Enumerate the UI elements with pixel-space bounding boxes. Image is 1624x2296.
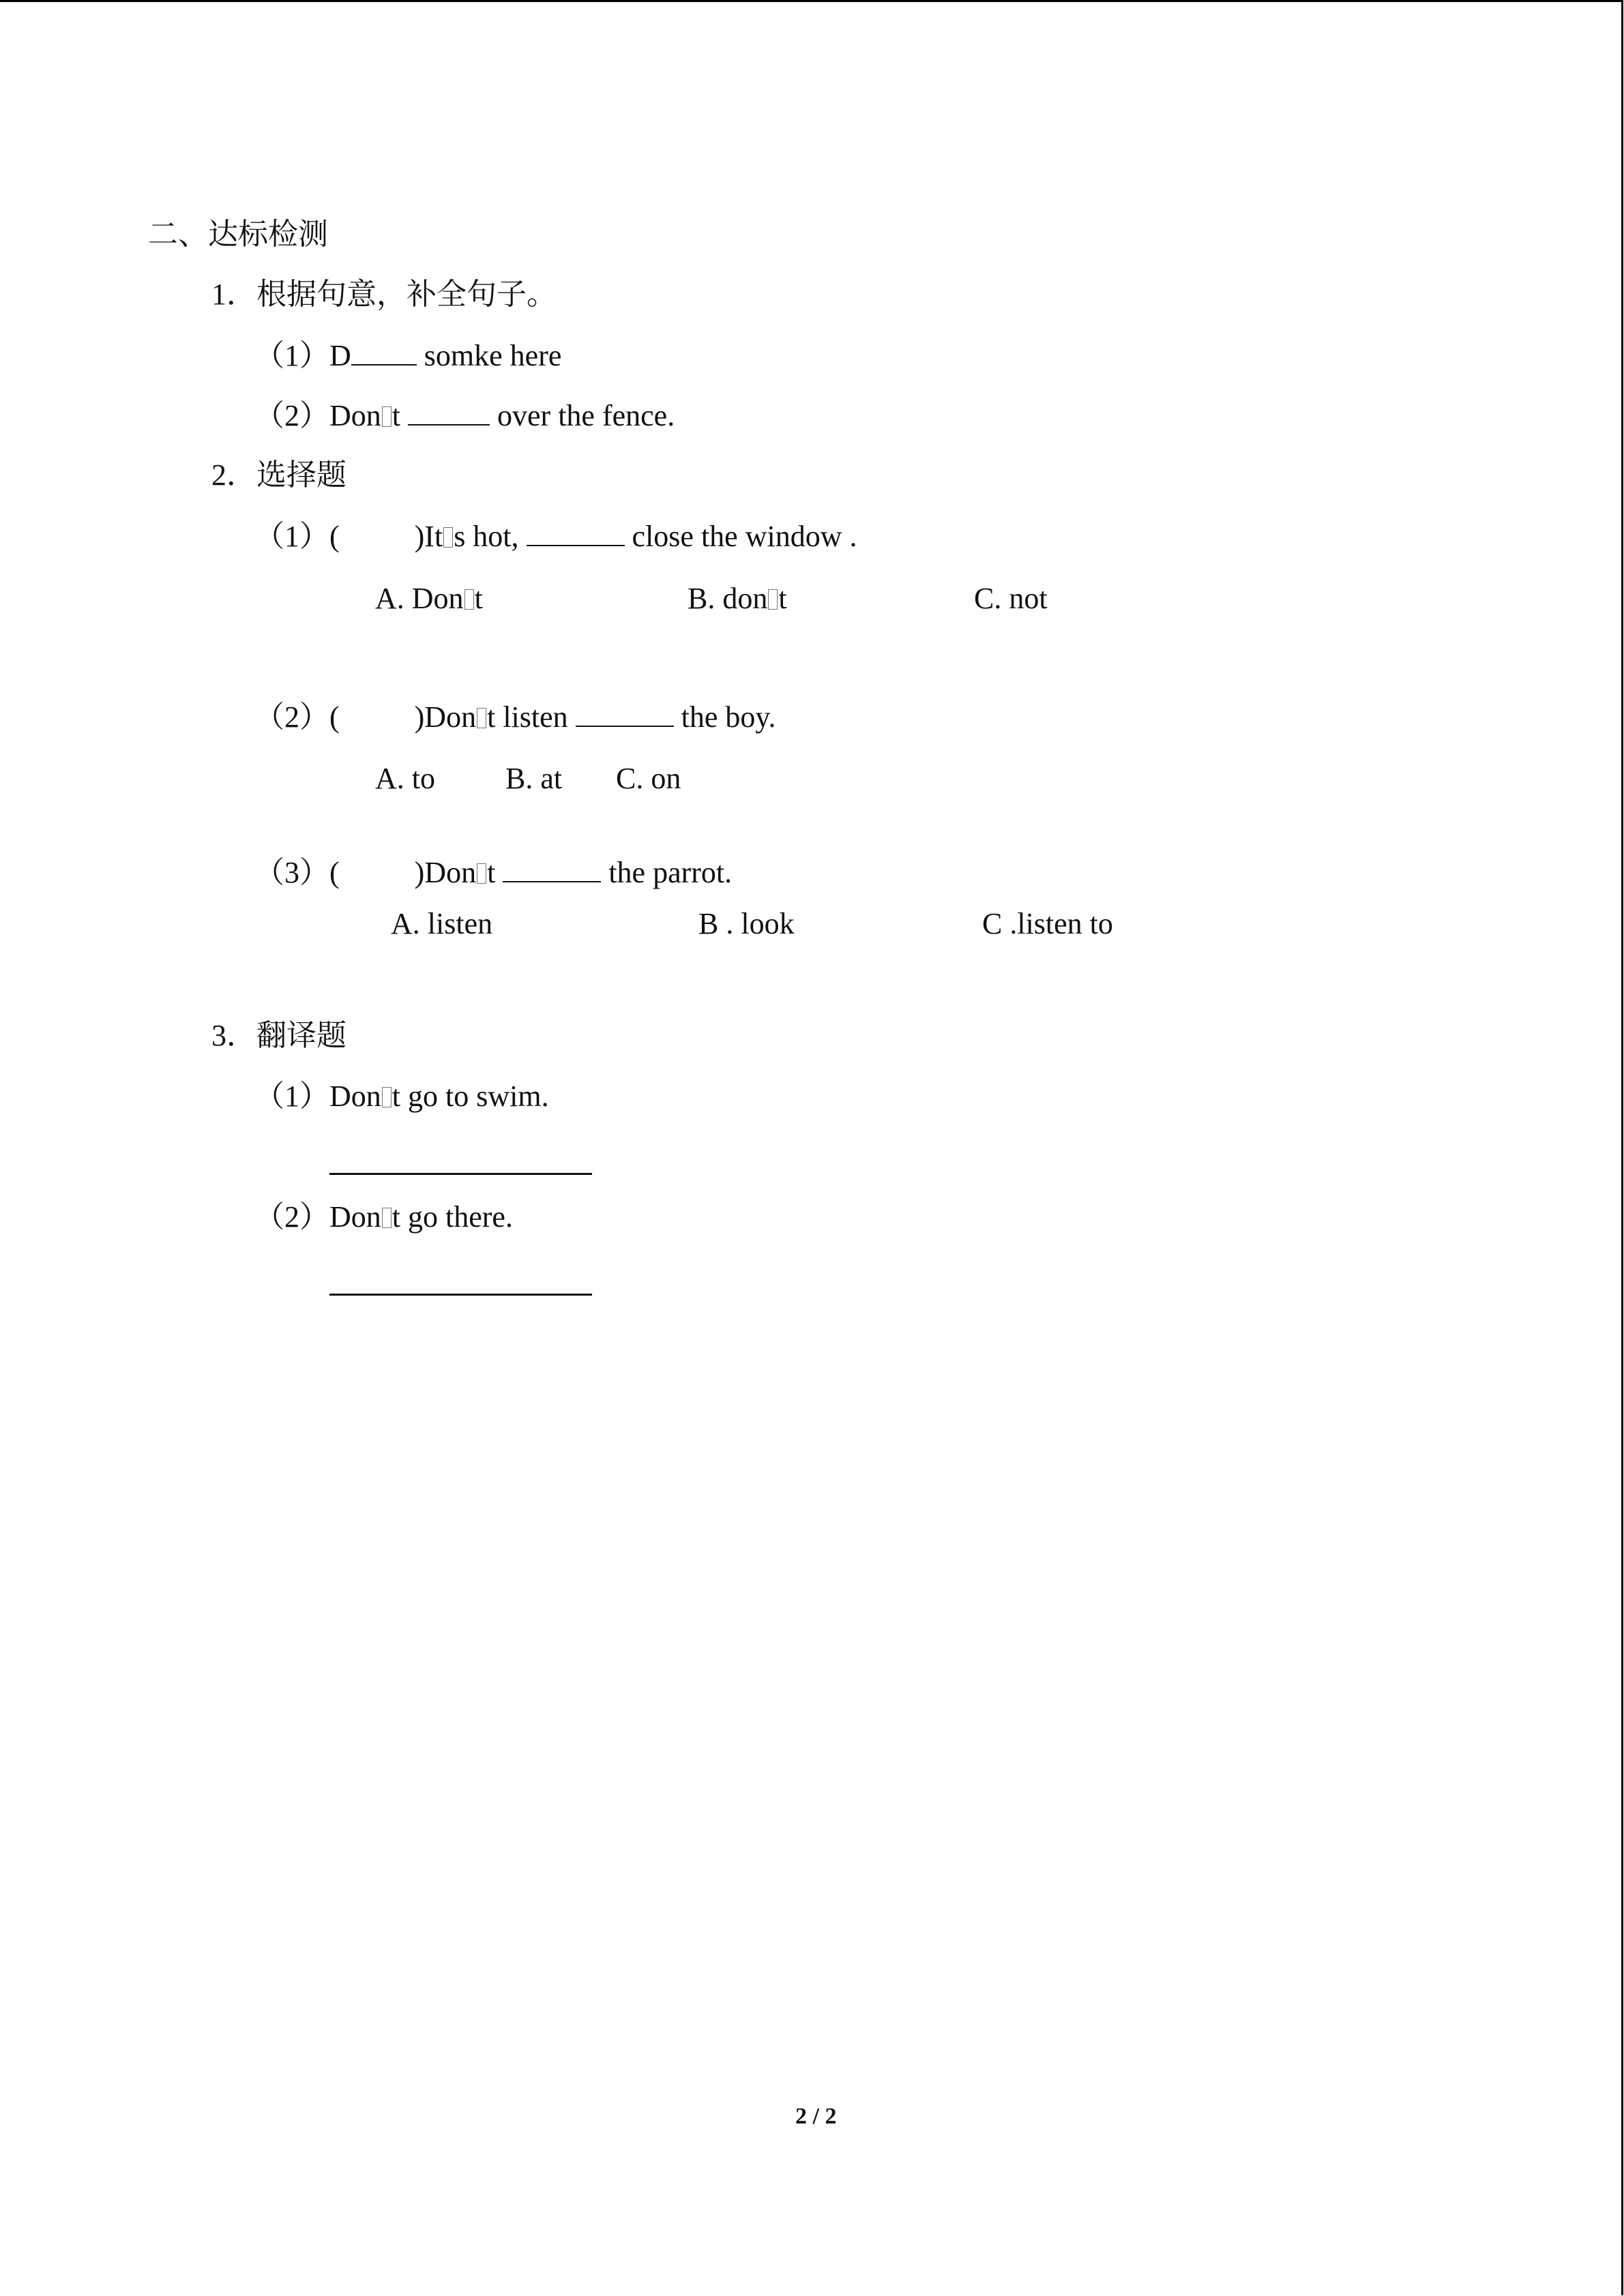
missing-glyph-icon	[382, 1087, 392, 1107]
q2-1-option-a[interactable]: A. Don t	[375, 582, 483, 615]
missing-glyph-icon	[477, 863, 486, 884]
page-number: 2 / 2	[795, 2104, 837, 2129]
q2-2-option-b[interactable]: B. at	[505, 762, 563, 795]
q2-3-option-c[interactable]: C .listen to	[982, 907, 1113, 940]
item-number: （2）	[254, 399, 329, 432]
section-title: 二、达标检测	[148, 218, 328, 251]
fill-blank[interactable]	[351, 363, 417, 366]
answer-line[interactable]	[329, 1294, 592, 1296]
item-number: （2）	[254, 1200, 329, 1234]
fill-blank[interactable]	[527, 544, 625, 546]
missing-glyph-icon	[768, 589, 778, 610]
fill-blank[interactable]	[503, 880, 601, 882]
fill-blank[interactable]	[576, 725, 674, 727]
item-number: （1）	[254, 1079, 329, 1113]
missing-glyph-icon	[382, 406, 392, 427]
answer-line[interactable]	[329, 1173, 592, 1175]
item-number: （1）	[254, 339, 329, 372]
q2-item-3: （3）( )Don t the parrot.	[254, 856, 733, 889]
q2-2-option-a[interactable]: A. to	[375, 762, 435, 795]
q2-3-option-b[interactable]: B . look	[698, 907, 795, 940]
q2-1-option-b[interactable]: B. don t	[688, 582, 787, 615]
q3-title: 3．翻译题	[211, 1019, 346, 1052]
q1-item-2: （2）Don t over the fence.	[254, 399, 675, 432]
q2-item-1: （1）( )It s hot, close the window .	[254, 520, 857, 553]
q3-item-2: （2）Don t go there.	[254, 1200, 513, 1234]
q2-2-option-c[interactable]: C. on	[616, 762, 681, 795]
item-number: （2）	[254, 700, 329, 734]
q2-item-2: （2）( )Don t listen the boy.	[254, 700, 776, 734]
missing-glyph-icon	[464, 589, 474, 610]
item-number: （3）	[254, 856, 329, 889]
fill-blank[interactable]	[408, 423, 490, 426]
q3-item-1: （1）Don t go to swim.	[254, 1079, 549, 1113]
q1-title: 1．根据句意，补全句子。	[211, 278, 557, 311]
q1-item-1: （1）D somke here	[254, 339, 562, 372]
missing-glyph-icon	[382, 1208, 392, 1228]
missing-glyph-icon	[477, 708, 486, 728]
q2-3-option-a[interactable]: A. listen	[391, 907, 493, 940]
missing-glyph-icon	[443, 527, 453, 548]
q2-1-option-c[interactable]: C. not	[974, 582, 1048, 615]
q2-title: 2．选择题	[211, 458, 346, 492]
item-number: （1）	[254, 520, 329, 553]
